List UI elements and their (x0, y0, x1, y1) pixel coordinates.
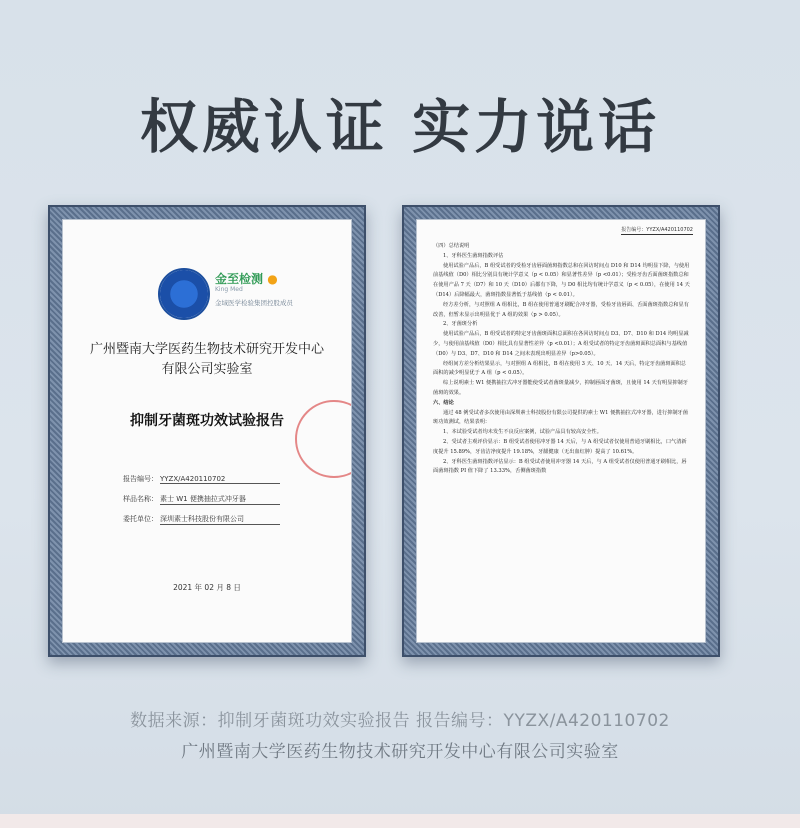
field-label: 报告编号： (123, 475, 158, 483)
report-paragraph: 1、牙科医生菌斑指数评估 (443, 252, 504, 259)
field-label: 委托单位： (123, 515, 158, 523)
page-header-report-number: 报告编号：YYZX/A420110702 (621, 227, 693, 233)
report-paragraph: 综上说明素士 W1 便携抽拉式冲牙器能使受试者菌斑量减少，抑制唇面牙菌斑，且使用 14 天有明显抑制牙菌斑的效果。 (433, 380, 688, 396)
logo-tagline: King Med (215, 286, 243, 293)
report-paragraph: 六、结论 (433, 399, 454, 406)
report-paragraph: 使用试验产品后，B 组受试者的特定牙齿菌斑面积总面积在各回访时间点 D3、D7、D10 和 D14 均明显减少，与使用前基线值（D0）相比具有显著性差异（p <0.01）；A 组受试者的特定牙齿菌斑面积总面积与基线值（D0）与 D3、D7、D10 和 D14 之间未表现出明显差异（p>0.05）。 (433, 331, 689, 357)
kingmed-logo (215, 270, 278, 287)
institution-line-2: 有限公司实验室 (161, 362, 253, 377)
report-paragraph: 1、本试验受试者均未发生不良反应案例，试验产品具有较高安全性。 (443, 429, 602, 436)
bottom-strip (0, 814, 800, 828)
certificate-content-frame (402, 205, 720, 657)
field-value: 素士 W1 便携抽拉式冲牙器 (160, 494, 280, 505)
report-paragraph: 2、牙菌斑分析 (443, 321, 478, 328)
field-report-number (123, 474, 280, 484)
certificate-cover-page (62, 219, 352, 643)
field-client (123, 514, 280, 525)
report-paragraph: （四）总结说明 (433, 243, 470, 249)
certificate-cover-frame (48, 205, 366, 657)
report-paragraph: 2、受试者主观评价显示：B 组受试者使用冲牙器 14 天后，与 A 组受试者仅使用普通牙刷相比，口气清新度提升 15.89%，牙齿洁净度提升 19.18%，牙龈健康（无出血红肿）提高了 10.61%。 (433, 438, 687, 455)
logo-name: 金至检测 (215, 272, 264, 286)
field-value: YYZX/A420110702 (160, 475, 280, 484)
certificate-content-page (416, 219, 706, 643)
report-paragraph: 经方差分析，与对照组 A 组相比，B 组在使用普通牙刷配合冲牙器，受检牙齿唇面、舌面菌斑指数总和显有改善，但暂未显示出明显优于 A 组的效果（p > 0.05）。 (433, 301, 689, 318)
logo-subtitle: 金域医学检验集团控股成员 (215, 299, 293, 307)
institution-name (63, 340, 351, 380)
field-label: 样品名称： (123, 495, 158, 503)
laboratory-caption: 广州暨南大学医药生物技术研究开发中心有限公司实验室 (181, 742, 619, 762)
field-value: 深圳素士科技股份有限公司 (160, 514, 280, 525)
institution-line-1: 广州暨南大学医药生物技术研究开发中心 (89, 342, 324, 357)
report-title: 抑制牙菌斑功效试验报告 (130, 413, 284, 429)
report-date: 2021 年 02 月 8 日 (173, 583, 241, 592)
report-paragraph: 使用试验产品后，B 组受试者的受检牙齿唇面菌斑指数总和在回访时间点 D10 和 D14 均明显下降，与使用前基线值（D0）相比分别具有统计学意义（p < 0.05）和显著性差异（p <0.01）；受检牙齿舌面菌斑指数总和在使用产品 7 天（D7）和 10 天（D10）后都有下降，与 D0 相比均有统计学意义（p < 0.05），在使用 14 天（D14）后降幅最大，菌斑指数显著低于基线值（p < 0.01）。 (433, 262, 690, 298)
laboratory-seal-icon (158, 268, 210, 320)
page-headline: 权威认证 实力说话 (139, 93, 661, 161)
logo-dot-icon: ● (263, 272, 278, 286)
report-paragraph: 通过 48 例受试者多次使用由深圳素士科技股份有限公司提供的素士 W1 便携抽拉式冲牙器，进行抑制牙菌斑功效测试，结果表明： (433, 409, 688, 426)
report-body-text (433, 242, 691, 477)
report-paragraph: 经组间方差分析结果显示，与对照组 A 组相比，B 组在使用 3 天、10 天、14 天后，特定牙齿菌斑面积总面积的减少明显优于 A 组（p < 0.05）。 (433, 360, 687, 377)
report-paragraph: 2、牙科医生菌斑指数评估显示：B 组受试者使用冲牙器 14 天后，与 A 组受试者仅使用普通牙刷相比，唇面菌斑指数 PI 值下降了 13.33%，舌侧菌斑指数 (433, 458, 687, 475)
field-sample-name (123, 494, 280, 505)
data-source-caption: 数据来源：抑制牙菌斑功效实验报告 报告编号：YYZX/A420110702 (130, 711, 670, 731)
